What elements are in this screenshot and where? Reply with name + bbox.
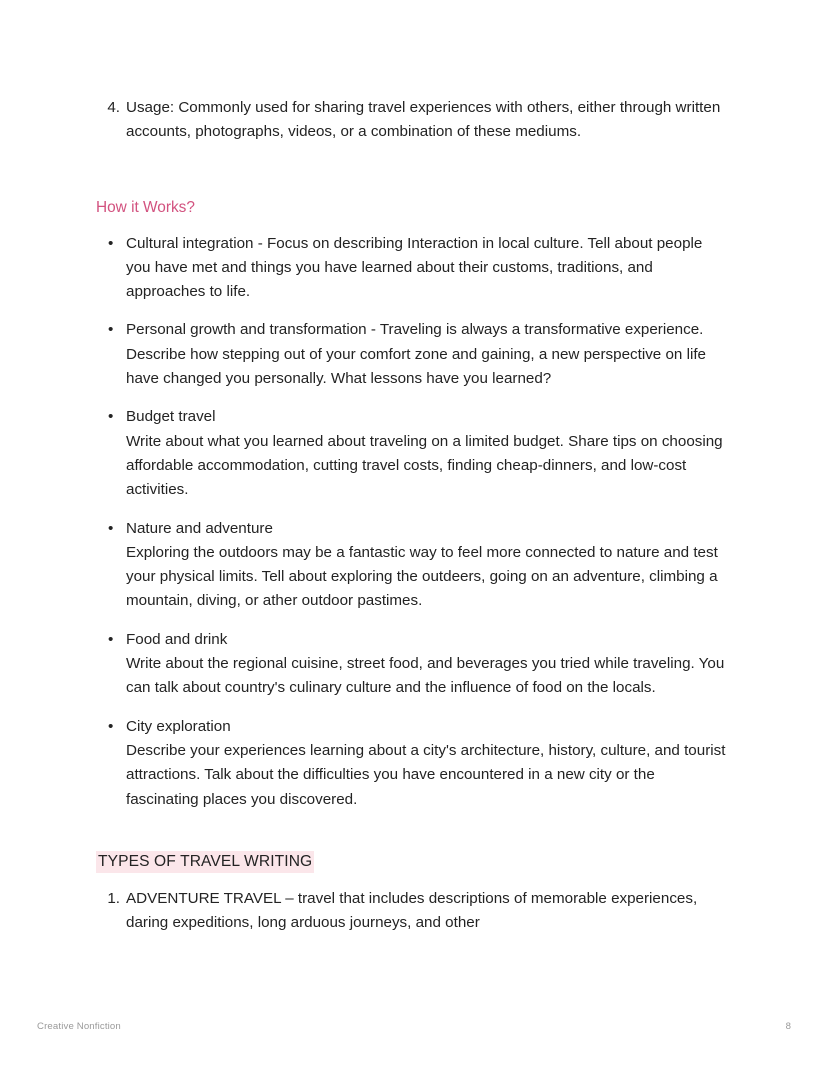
list-item-text: Personal growth and transformation - Traveling is always a transformative experience. Describe how stepping out of your comfort zone and gaining, a new perspective on life have changed you personally. What lessons have you learned? xyxy=(126,321,706,388)
list-item-text: Describe your experiences learning about a city's architecture, history, culture, and tourist attractions. Talk about the difficulties you have encountered in a new city or the fascinating places you discovered. xyxy=(126,741,726,808)
page-content xyxy=(96,96,728,935)
spacer xyxy=(96,145,728,197)
bullet-icon: • xyxy=(108,630,114,648)
list-item-text: Exploring the outdoors may be a fantastic way to feel more connected to nature and test your physical limits. Tell about exploring the outdeers, going on an adventure, climbing a mountain, diving, or ather outdoor pastimes. xyxy=(126,543,718,610)
list-item xyxy=(96,887,728,936)
list-item xyxy=(96,232,728,305)
list-marker: 1. xyxy=(107,889,120,907)
footer-page-number: 8 xyxy=(785,1021,791,1032)
list-item xyxy=(96,318,728,391)
list-item-title: Budget travel xyxy=(126,408,216,426)
list-item xyxy=(96,517,728,614)
list-item-text: ADVENTURE TRAVEL – travel that includes descriptions of memorable experiences, daring expeditions, long arduous journeys, and other xyxy=(126,889,698,932)
section-heading-how-it-works: How it Works? xyxy=(96,198,195,216)
section-heading-wrap xyxy=(96,849,728,875)
list-item xyxy=(96,715,728,812)
page-footer xyxy=(0,1018,828,1038)
spacer xyxy=(96,812,728,849)
list-item-text: Usage: Commonly used for sharing travel experiences with others, either through written accounts, photographs, videos, or a combination of these mediums. xyxy=(126,99,721,141)
list-marker: 4. xyxy=(107,99,120,116)
list-item xyxy=(96,628,728,701)
list-item-text: Write about the regional cuisine, street food, and beverages you tried while traveling. You can talk about country's culinary culture and the influence of food on the locals. xyxy=(126,655,725,697)
bullet-icon: • xyxy=(108,408,114,426)
list-item-text: Write about what you learned about traveling on a limited budget. Share tips on choosing affordable accommodation, cutting travel costs, finding cheap-dinners, and low-cost activities. xyxy=(126,432,723,499)
list-item-title: Nature and adventure xyxy=(126,519,273,537)
footer-document-label: Creative Nonfiction xyxy=(37,1021,121,1032)
bullet-icon: • xyxy=(108,717,114,735)
list-item-text: Cultural integration - Focus on describing Interaction in local culture. Tell about people you have met and things you have learned about their customs, traditions, and approaches to life. xyxy=(126,234,703,301)
list-item-title: City exploration xyxy=(126,717,231,735)
list-item xyxy=(96,405,728,502)
list-item-title: Food and drink xyxy=(126,630,228,648)
section-heading-types-of-travel-writing: TYPES OF TRAVEL WRITING xyxy=(96,851,314,873)
types-numbered-list xyxy=(96,887,728,936)
list-item xyxy=(96,96,728,145)
bullet-icon: • xyxy=(108,321,114,339)
continued-numbered-list xyxy=(96,96,728,145)
spacer xyxy=(96,219,728,232)
bullet-icon: • xyxy=(108,234,114,252)
spacer xyxy=(96,875,728,887)
bullet-icon: • xyxy=(108,519,114,537)
how-it-works-bullet-list xyxy=(96,232,728,812)
